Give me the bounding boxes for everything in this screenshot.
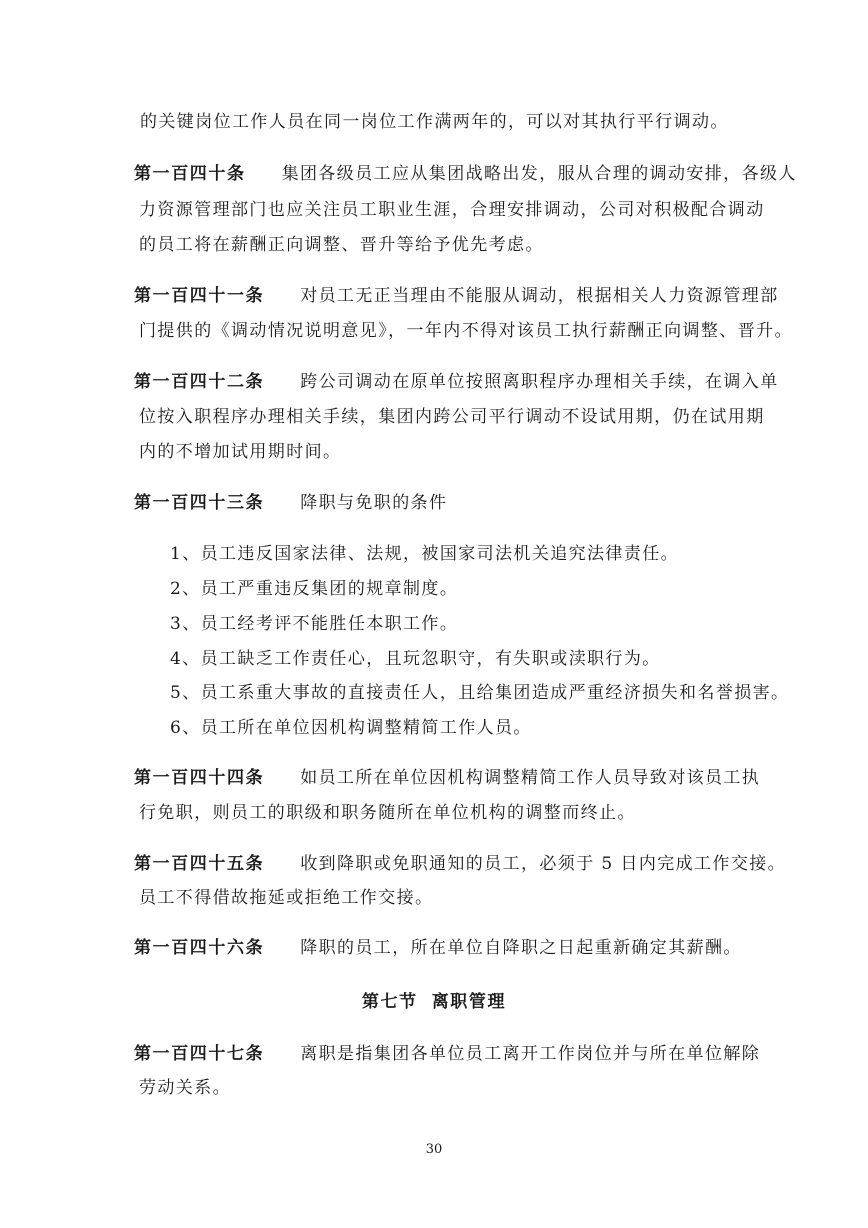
article-text: 离职是指集团各单位员工离开工作岗位并与所在单位解除 [300, 1044, 761, 1064]
article-heading: 第一百四十条 [134, 164, 246, 184]
list-item: 2、员工严重违反集团的规章制度。 [170, 579, 459, 599]
article-heading: 第一百四十五条 [134, 854, 265, 874]
article-text: 降职的员工，所在单位自降职之日起重新确定其薪酬。 [300, 938, 742, 958]
paragraph-line: 的关键岗位工作人员在同一岗位工作满两年的，可以对其执行平行调动。 [140, 112, 729, 132]
article-146 [134, 936, 742, 960]
article-heading: 第一百四十一条 [134, 286, 265, 306]
paragraph-line: 门提供的《调动情况说明意见》，一年内不得对该员工执行薪酬正向调整、晋升。 [139, 321, 793, 341]
article-text: 集团各级员工应从集团战略出发，服从合理的调动安排，各级人 [281, 164, 797, 184]
article-140 [134, 162, 797, 186]
paragraph-line: 内的不增加试用期时间。 [139, 442, 342, 462]
article-text: 跨公司调动在原单位按照离职程序办理相关手续，在调入单 [300, 372, 779, 392]
article-141 [134, 284, 779, 308]
list-item: 4、员工缺乏工作责任心，且玩忽职守，有失职或渎职行为。 [170, 649, 661, 669]
section-title: 离职管理 [431, 992, 507, 1012]
section-heading [0, 990, 868, 1014]
list-item: 6、员工所在单位因机构调整精简工作人员。 [170, 718, 532, 738]
article-heading: 第一百四十四条 [134, 768, 265, 788]
article-text: 对员工无正当理由不能服从调动，根据相关人力资源管理部 [300, 286, 779, 306]
paragraph-line: 位按入职程序办理相关手续，集团内跨公司平行调动不设试用期，仍在试用期 [139, 407, 765, 427]
section-number: 第七节 [361, 992, 418, 1012]
list-item: 1、员工违反国家法律、法规，被国家司法机关追究法律责任。 [170, 544, 680, 564]
article-text: 降职与免职的条件 [300, 493, 448, 513]
article-142 [134, 370, 779, 394]
article-text: 如员工所在单位因机构调整精简工作人员导致对该员工执 [300, 768, 761, 788]
article-144 [134, 766, 760, 790]
list-item: 5、员工系重大事故的直接责任人，且给集团造成严重经济损失和名誉损害。 [170, 683, 790, 703]
paragraph-line: 员工不得借故拖延或拒绝工作交接。 [139, 888, 434, 908]
paragraph-line: 的员工将在薪酬正向调整、晋升等给予优先考虑。 [139, 235, 544, 255]
article-147 [134, 1042, 760, 1066]
paragraph-line: 力资源管理部门也应关注员工职业生涯，合理安排调动，公司对积极配合调动 [139, 200, 765, 220]
article-143 [134, 491, 447, 515]
article-heading: 第一百四十三条 [134, 493, 265, 513]
page-number: 30 [425, 1142, 443, 1157]
article-heading: 第一百四十六条 [134, 938, 265, 958]
paragraph-line: 劳动关系。 [139, 1078, 231, 1098]
article-heading: 第一百四十二条 [134, 372, 265, 392]
paragraph-line: 行免职，则员工的职级和职务随所在单位机构的调整而终止。 [139, 803, 636, 823]
article-145 [134, 852, 786, 876]
article-text: 收到降职或免职通知的员工，必须于 5 日内完成工作交接。 [300, 854, 787, 874]
list-item: 3、员工经考评不能胜任本职工作。 [170, 614, 459, 634]
article-heading: 第一百四十七条 [134, 1044, 265, 1064]
